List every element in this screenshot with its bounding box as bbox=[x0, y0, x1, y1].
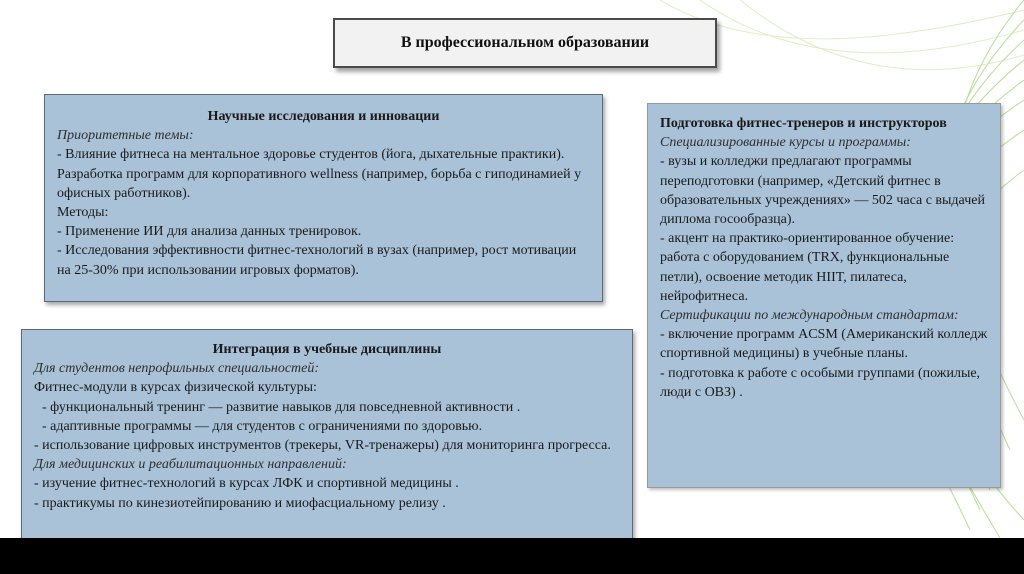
training-item: - акцент на практико-ориентированное обучение: работа с оборудованием (TRX, функциональные петли), освоение методик HIIT, пилатеса, нейрофитнеса. bbox=[660, 231, 955, 304]
training-courses-label: Специализированные курсы и программы: bbox=[660, 135, 911, 151]
integration-card bbox=[21, 329, 633, 551]
research-method-item: - Исследования эффективности фитнес-технологий в вузах (например, рост мотивации на 25-30% при использовании игровых форматов). bbox=[57, 243, 577, 278]
integration-item: - функциональный тренинг — развитие навыков для повседневной активности . bbox=[42, 399, 521, 415]
integration-item: - адаптивные программы — для студентов с ограничениями по здоровью. bbox=[42, 418, 483, 434]
training-item: - подготовка к работе с особыми группами (пожилые, люди с ОВЗ) . bbox=[660, 365, 981, 400]
bottom-strip bbox=[0, 538, 1024, 574]
integration-item: - использование цифровых инструментов (трекеры, VR-тренажеры) для мониторинга прогресса. bbox=[34, 438, 611, 454]
training-certification-label: Сертификации по международным стандартам: bbox=[660, 308, 959, 324]
integration-item: - изучение фитнес-технологий в курсах ЛФК и спортивной медицины . bbox=[34, 476, 459, 492]
training-item: - вузы и колледжи предлагают программы переподготовки (например, «Детский фитнес в образовательных учреждениях» — 502 часа с выдачей диплома госообразца). bbox=[660, 154, 985, 228]
training-heading: Подготовка фитнес-тренеров и инструкторов bbox=[660, 116, 947, 131]
research-method-item: - Применение ИИ для анализа данных тренировок. bbox=[57, 224, 362, 240]
page-title: В профессиональном образовании bbox=[400, 34, 650, 51]
research-topic-item: - Влияние фитнеса на ментальное здоровье студентов (йога, дыхательные практики). Разработка программ для корпоративного wellness (например, борьба с гиподинамией у офисных работников). bbox=[57, 147, 582, 201]
integration-modules-label: Фитнес-модули в курсах физической культуры: bbox=[34, 380, 317, 396]
integration-nonprofile-label: Для студентов непрофильных специальностей: bbox=[34, 361, 320, 377]
title-box bbox=[333, 18, 717, 68]
research-topics-label: Приоритетные темы: bbox=[57, 128, 194, 144]
training-item: - включение программ ACSM (Американский колледж спортивной медицины) в учебные планы. bbox=[660, 327, 988, 362]
integration-item: - практикумы по кинезиотейпированию и миофасциальному релизу . bbox=[34, 495, 446, 511]
training-card bbox=[647, 103, 1001, 488]
research-methods-label: Методы: bbox=[57, 205, 109, 221]
integration-heading: Интеграция в учебные дисциплины bbox=[212, 342, 442, 357]
integration-medical-label: Для медицинских и реабилитационных направлений: bbox=[34, 457, 347, 473]
research-card bbox=[44, 94, 603, 302]
research-heading: Научные исследования и инновации bbox=[207, 109, 440, 124]
